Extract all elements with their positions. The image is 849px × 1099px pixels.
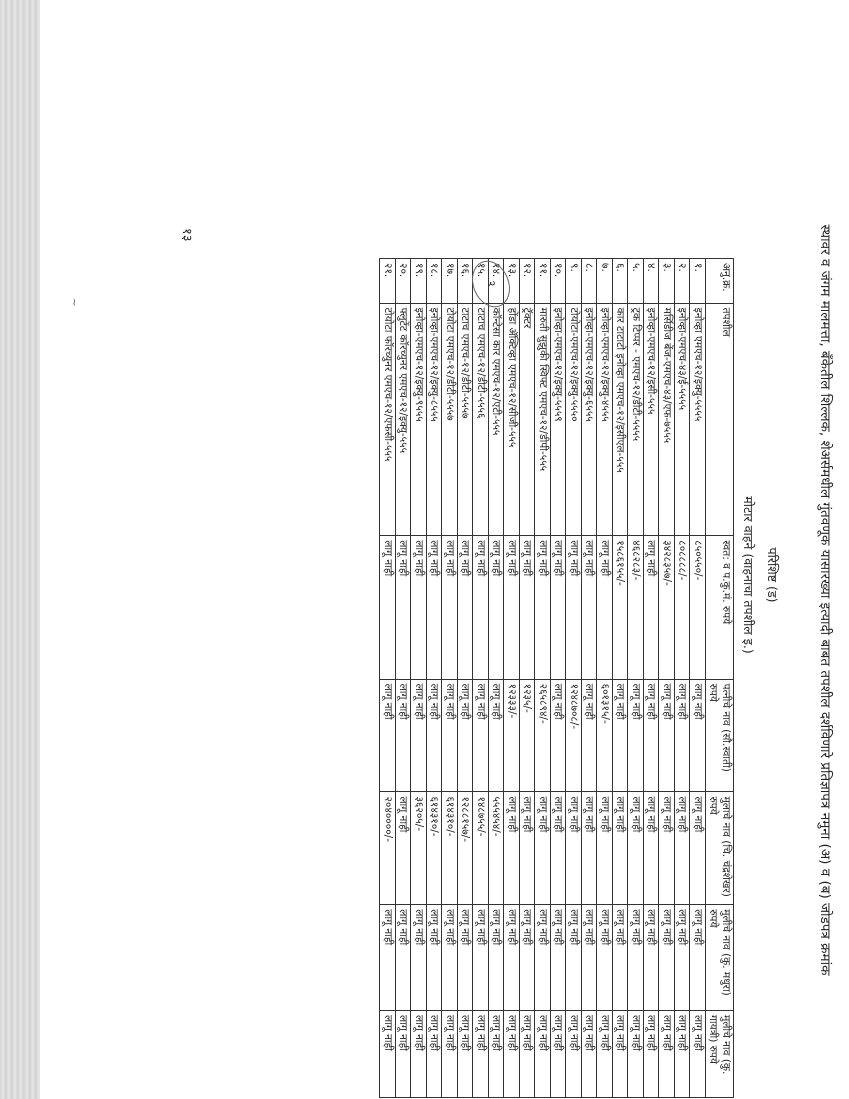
cell-m1: लागू नाही: [396, 679, 412, 792]
cell-m4: लागू नाही: [597, 1010, 613, 1097]
cell-value: १५८६१५५/-: [613, 536, 629, 679]
cell-sn: ७.: [597, 259, 613, 304]
cell-m1: लागू नाही: [442, 679, 458, 792]
cell-value: लागू नाही: [520, 536, 536, 679]
header-spouse: पत्नीचे नाव (सौ.स्वाती) रुपये: [706, 679, 734, 792]
cell-m4: लागू नाही: [411, 1010, 427, 1097]
table-row: [504, 259, 520, 1098]
table-row: [644, 259, 660, 1098]
cell-sn: ९.: [566, 259, 582, 304]
cell-m4: लागू नाही: [644, 1010, 660, 1097]
cell-m1: लागू नाही: [582, 679, 598, 792]
cell-details: होंडा ॲक्टिव्हा एमएच-१२/सीजी-५५५: [504, 303, 520, 536]
table-row: [628, 259, 644, 1098]
cell-value: लागू नाही: [644, 536, 660, 679]
cell-m2: लागू नाही: [582, 792, 598, 905]
cell-value: लागू नाही: [535, 536, 551, 679]
cell-value: लागू नाही: [473, 536, 489, 679]
cell-value: लागू नाही: [489, 536, 505, 679]
cell-m4: लागू नाही: [396, 1010, 412, 1097]
cell-details: इनोव्हा-एमएच-४३/ई-५५५५: [675, 303, 691, 536]
cell-details: मारुती सुझुकी स्विफ्ट एमएच-१२/डीपी-५५५: [535, 303, 551, 536]
cell-details: इनोव्हा-एमएच-१२/इक्यु-६५५५: [582, 303, 598, 536]
table-row: [659, 259, 675, 1098]
table-body: [380, 259, 706, 1098]
cell-value: लागू नाही: [551, 536, 567, 679]
table-header-row: [706, 259, 734, 1098]
header-value: स्वत: व प.कु.मं. रुपये: [706, 536, 734, 679]
cell-details: टोयोटा एमएच-१२/डीटी-५५५७: [442, 303, 458, 536]
margin-mark: ~: [68, 298, 79, 307]
cell-details: ट्रॅक्टर: [520, 303, 536, 536]
table-row: [442, 259, 458, 1098]
cell-m2: लागू नाही: [675, 792, 691, 905]
cell-details: टोयोटा फॉरच्युनर एमएच-१२/एफसी-५५५: [380, 303, 396, 536]
cell-m2: १२८८१५७/-: [458, 792, 474, 905]
cell-m3: लागू नाही: [427, 905, 443, 1011]
cell-value: लागू नाही: [396, 536, 412, 679]
cell-details: टोयोटा-एमएच-१२/इक्यु-५५५०: [566, 303, 582, 536]
cell-m3: लागू नाही: [535, 905, 551, 1011]
cell-m2: १४८७५५/-: [473, 792, 489, 905]
cell-m3: लागू नाही: [551, 905, 567, 1011]
cell-sn: १८.: [427, 259, 443, 304]
cell-details: इनोव्हा-एमएच-१२/इक्यु-८५५५: [427, 303, 443, 536]
cell-m1: लागू नाही: [659, 679, 675, 792]
cell-m2: ६१४३१०/-: [427, 792, 443, 905]
table-row: [411, 259, 427, 1098]
cell-m2: लागू नाही: [566, 792, 582, 905]
cell-m1: लागू नाही: [613, 679, 629, 792]
cell-m1: लागू नाही: [644, 679, 660, 792]
cell-m3: लागू नाही: [458, 905, 474, 1011]
cell-m1: लागू नाही: [411, 679, 427, 792]
cell-m2: २०४००००/-: [380, 792, 396, 905]
cell-m2: लागू नाही: [535, 792, 551, 905]
cell-m3: लागू नाही: [504, 905, 520, 1011]
cell-m3: लागू नाही: [613, 905, 629, 1011]
cell-m3: लागू नाही: [659, 905, 675, 1011]
cell-m1: लागू नाही: [628, 679, 644, 792]
cell-m1: लागू नाही: [675, 679, 691, 792]
appendix-label: परिशिष्ट (ड): [765, 547, 780, 603]
cell-sn: १५.: [473, 259, 489, 304]
cell-sn: १०.: [551, 259, 567, 304]
cell-m1: लागू नाही: [690, 679, 706, 792]
cell-m2: ३६२०५/-: [411, 792, 427, 905]
table-row: [473, 259, 489, 1098]
cell-sn: ५.: [628, 259, 644, 304]
header-son: मुलाचे नाव (चि. चंद्रशेखर) रुपये: [706, 792, 734, 905]
cell-sn: १.: [690, 259, 706, 304]
cell-sn: ३.: [659, 259, 675, 304]
cell-value: लागू नाही: [411, 536, 427, 679]
cell-sn: १९.: [411, 259, 427, 304]
cell-m3: लागू नाही: [473, 905, 489, 1011]
cell-sn: १६.: [458, 259, 474, 304]
cell-m3: लागू नाही: [582, 905, 598, 1011]
vehicles-table: [380, 258, 735, 1098]
table-row: [675, 259, 691, 1098]
cell-m2: लागू नाही: [396, 792, 412, 905]
cell-m4: लागू नाही: [458, 1010, 474, 1097]
cell-m3: लागू नाही: [396, 905, 412, 1011]
cell-value: लागू नाही: [566, 536, 582, 679]
section-subtitle: मोटार वाहने (वाहनाचा तपशील इ.): [741, 496, 756, 654]
cell-sn: १४.: [489, 259, 505, 304]
cell-m4: लागू नाही: [489, 1010, 505, 1097]
cell-sn: २०.: [396, 259, 412, 304]
cell-m4: लागू नाही: [690, 1010, 706, 1097]
cell-details: ट्रक टिप्पर - एमएच-१२/डीटी-५५५५: [628, 303, 644, 536]
cell-m3: लागू नाही: [380, 905, 396, 1011]
cell-m3: लागू नाही: [644, 905, 660, 1011]
table-row: [427, 259, 443, 1098]
cell-details: इनोव्हा-एमएच-१२/इक्यु-४५५५: [597, 303, 613, 536]
cell-m4: लागू नाही: [535, 1010, 551, 1097]
table-row: [597, 259, 613, 1098]
cell-value: लागू नाही: [458, 536, 474, 679]
cell-sn: १३.: [504, 259, 520, 304]
cell-m2: लागू नाही: [659, 792, 675, 905]
cell-m4: लागू नाही: [520, 1010, 536, 1097]
table-row: [582, 259, 598, 1098]
cell-m3: लागू नाही: [411, 905, 427, 1011]
cell-sn: ११.: [535, 259, 551, 304]
cell-m4: लागू नाही: [582, 1010, 598, 1097]
cell-m4: लागू नाही: [473, 1010, 489, 1097]
cell-m3: लागू नाही: [566, 905, 582, 1011]
cell-m1: १२३५/-: [520, 679, 536, 792]
cell-m4: लागू नाही: [427, 1010, 443, 1097]
cell-m4: लागू नाही: [613, 1010, 629, 1097]
cell-m2: लागू नाही: [644, 792, 660, 905]
cell-m3: लागू नाही: [442, 905, 458, 1011]
cell-m2: ६१४३१०/-: [442, 792, 458, 905]
cell-m2: ५५५४५४/-: [489, 792, 505, 905]
table-row: [551, 259, 567, 1098]
cell-value: ८०८८८८/-: [675, 536, 691, 679]
header-details: तपशील: [706, 303, 734, 536]
cell-m1: १२३३३/-: [504, 679, 520, 792]
cell-details: टाटाच एमएच-१२/डीटी-५५५७: [458, 303, 474, 536]
cell-m2: लागू नाही: [613, 792, 629, 905]
cell-m2: लागू नाही: [628, 792, 644, 905]
cell-value: लागू नाही: [504, 536, 520, 679]
table-row: [613, 259, 629, 1098]
stamp-text: २: [484, 278, 499, 289]
table-row: [690, 259, 706, 1098]
table-row: [380, 259, 396, 1098]
cell-m4: लागू नाही: [659, 1010, 675, 1097]
document-title: स्थावर व जंगम मालमत्ता, बँकेतील शिल्लक, शेअर्समधील गुंतवणूक यासारख्या इत्यादी बाबत तपशील दर्शविणारे प्रतिज्ञापत्र नमुना (अ) व (ब) जोडपत्र क्रमांक: [817, 224, 833, 976]
cell-details: फ्लुटेंट कॉरच्युनर एमएच-१२/इक्यु-५५५: [396, 303, 412, 536]
cell-value: लागू नाही: [582, 536, 598, 679]
header-daughter-2: मुलीचे नाव (कु. गायत्री) रुपये: [706, 1010, 734, 1097]
cell-m1: २६५८९४/-: [535, 679, 551, 792]
cell-m2: लागू नाही: [597, 792, 613, 905]
cell-m4: लागू नाही: [504, 1010, 520, 1097]
cell-m1: लागू नाही: [427, 679, 443, 792]
cell-m3: लागू नाही: [675, 905, 691, 1011]
cell-m4: लागू नाही: [442, 1010, 458, 1097]
cell-details: कॉन्टेसा कार एमएच-१२/एटी-५५५: [489, 303, 505, 536]
cell-details: मर्सिडीज बेंज-एमएच-४३/एफ-७५५५: [659, 303, 675, 536]
cell-m2: लागू नाही: [551, 792, 567, 905]
table-row: [520, 259, 536, 1098]
cell-sn: २१.: [380, 259, 396, 304]
page-number: १३: [179, 228, 194, 242]
cell-m4: लागू नाही: [566, 1010, 582, 1097]
cell-m1: लागू नाही: [473, 679, 489, 792]
cell-details: कार टाटाटो इनोव्हा एमएच-१२/इसीएल-५५५: [613, 303, 629, 536]
cell-m2: लागू नाही: [520, 792, 536, 905]
cell-m4: लागू नाही: [675, 1010, 691, 1097]
cell-value: लागू नाही: [597, 536, 613, 679]
cell-details: इनोव्हा-एमएच-१२/इसी-५५५: [644, 303, 660, 536]
cell-m3: लागू नाही: [628, 905, 644, 1011]
table-row: [396, 259, 412, 1098]
cell-sn: ४.: [644, 259, 660, 304]
cell-details: इनोव्हा-एमएच-१२/इक्यु-९५५५: [411, 303, 427, 536]
table-row: [489, 259, 505, 1098]
cell-sn: १२.: [520, 259, 536, 304]
cell-m1: लागू नाही: [551, 679, 567, 792]
cell-details: टाटाच एमएच-१२/डीटी-५५५६: [473, 303, 489, 536]
cell-m4: लागू नाही: [380, 1010, 396, 1097]
table-row: [535, 259, 551, 1098]
cell-value: लागू नाही: [427, 536, 443, 679]
table-row: [566, 259, 582, 1098]
cell-value: लागू नाही: [442, 536, 458, 679]
cell-sn: ८.: [582, 259, 598, 304]
cell-m3: लागू नाही: [597, 905, 613, 1011]
cell-m1: लागू नाही: [380, 679, 396, 792]
table-row: [458, 259, 474, 1098]
cell-m4: लागू नाही: [628, 1010, 644, 1097]
cell-m3: लागू नाही: [520, 905, 536, 1011]
cell-m1: लागू नाही: [489, 679, 505, 792]
cell-value: ३४२८३५७/-: [659, 536, 675, 679]
cell-m2: लागू नाही: [504, 792, 520, 905]
cell-m1: ६०१३१५/-: [597, 679, 613, 792]
cell-m1: १२४८७०८/-: [566, 679, 582, 792]
cell-details: इनोव्हा एमएच-१२/इक्यु-५५५५: [690, 303, 706, 536]
cell-m1: लागू नाही: [458, 679, 474, 792]
header-daughter-1: मुलीचे नाव (कु. मधुरा) रुपये: [706, 905, 734, 1011]
cell-m2: लागू नाही: [690, 792, 706, 905]
cell-value: ४६८२८३/-: [628, 536, 644, 679]
cell-sn: १७.: [442, 259, 458, 304]
cell-value: ८५०५५०/-: [690, 536, 706, 679]
header-sn: अनु.क्र.: [706, 259, 734, 304]
cell-sn: २.: [675, 259, 691, 304]
cell-details: इनोव्हा-एमएच-१२/इक्यु-५५५९: [551, 303, 567, 536]
cell-m3: लागू नाही: [489, 905, 505, 1011]
cell-m4: लागू नाही: [551, 1010, 567, 1097]
cell-value: लागू नाही: [380, 536, 396, 679]
cell-m3: लागू नाही: [690, 905, 706, 1011]
cell-sn: ६.: [613, 259, 629, 304]
